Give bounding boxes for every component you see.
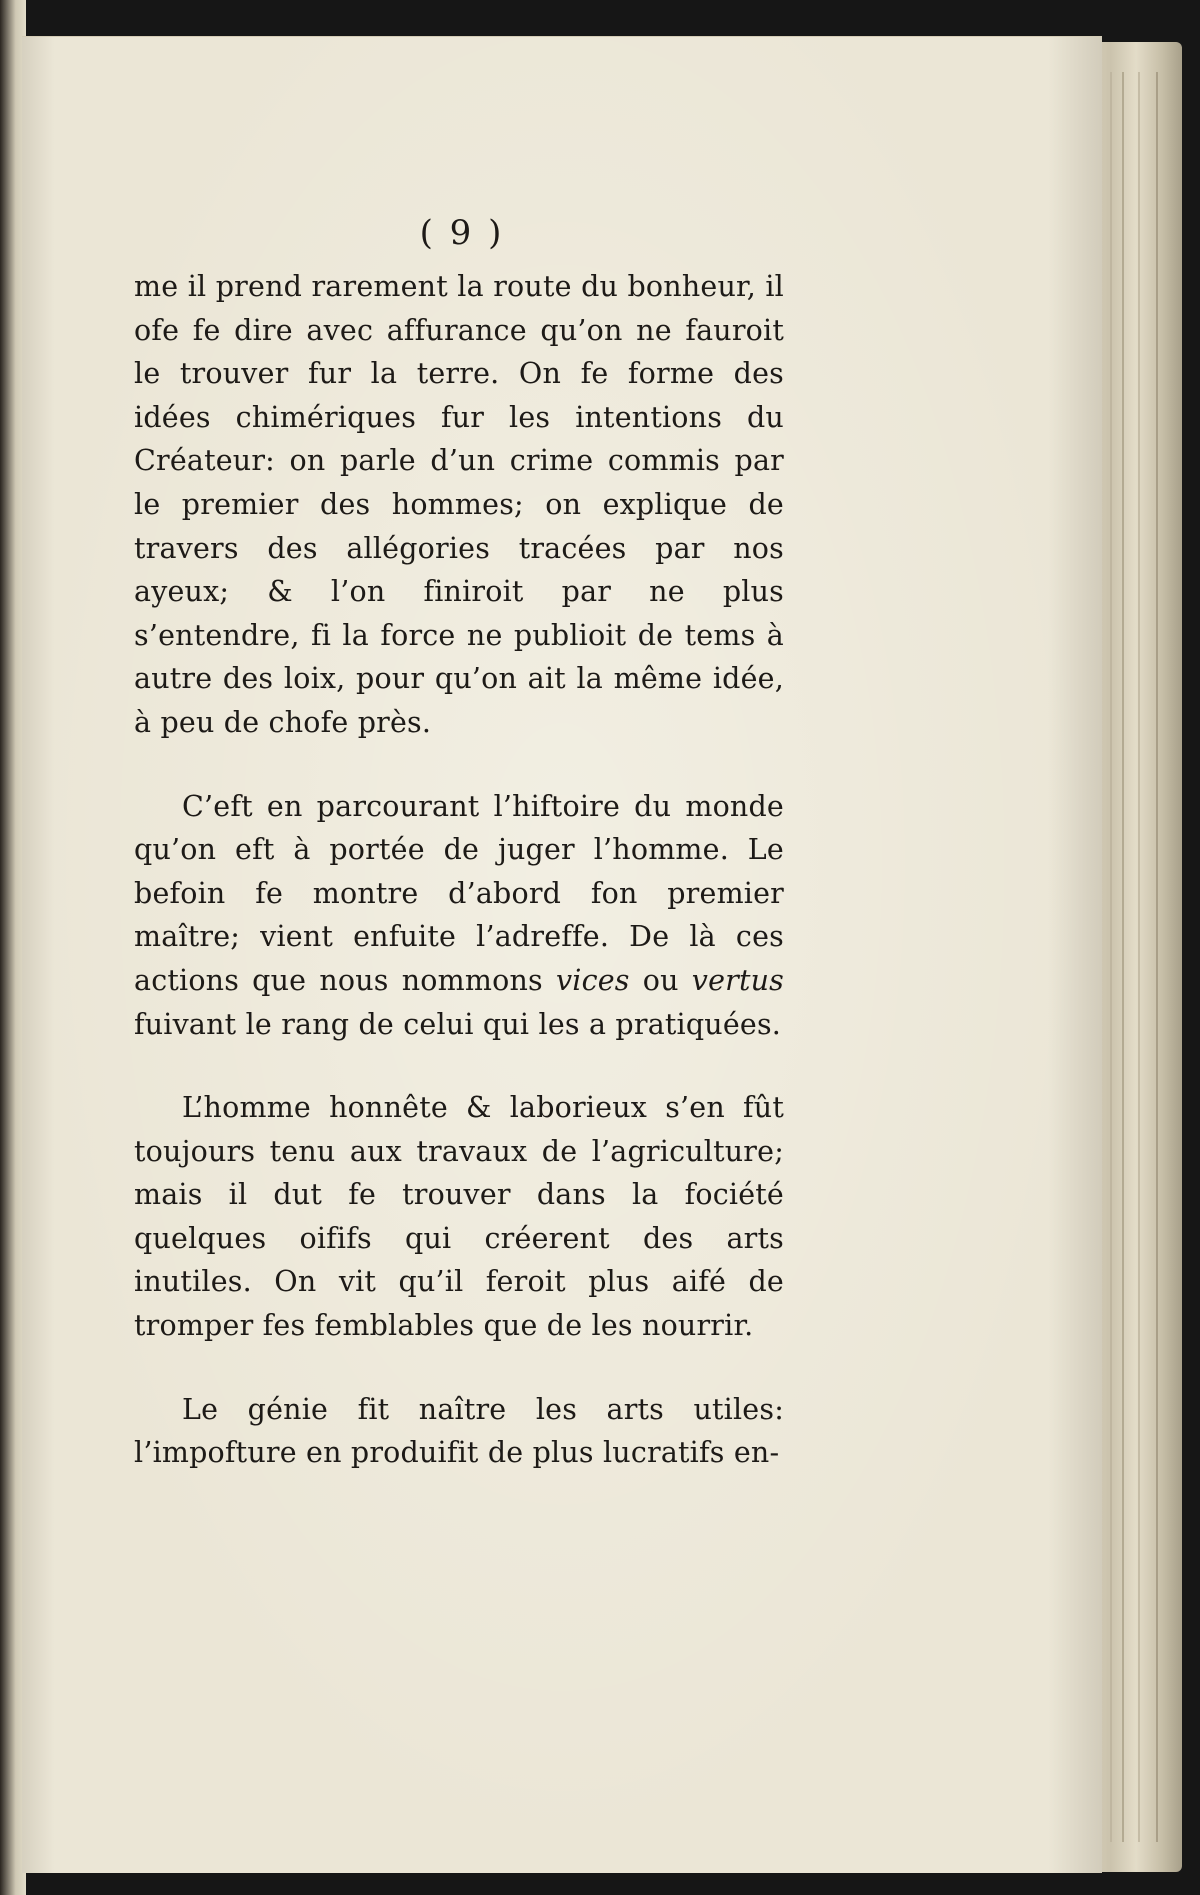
paragraph-2-text-after: fuivant le rang de celui qui les a pratiquées. xyxy=(134,1007,782,1041)
page-text-block xyxy=(134,213,784,1475)
paragraph-2-italic-vices: vices xyxy=(555,963,630,997)
paragraph-2 xyxy=(134,785,784,1047)
page-number: ( 9 ) xyxy=(419,213,505,253)
book-page xyxy=(22,36,1102,1873)
paragraph-4: Le génie fit naître les arts utiles: l’impofture en produifit de plus lucratifs en- xyxy=(134,1392,784,1470)
paragraph-2-text-before: C’eft en parcourant l’hiftoire du monde qu’on eft à portée de juger l’homme. Le befoin fe montre d’abord fon premier maître; vient enfuite l’adreffe. De là ces actions que nous nommons xyxy=(134,789,784,997)
paragraph-2-italic-vertus: vertus xyxy=(691,963,785,997)
paragraph-1: me il prend rarement la route du bonheur, il ofe fe dire avec affurance qu’on ne fauroit le trouver fur la terre. On fe forme des idées chimériques fur les intentions du Créateur: on parle d’un crime commis par le premier des hommes; on explique de travers des allégories tracées par nos ayeux; & l’on finiroit par ne plus s’entendre, fi la force ne publioit de tems à autre des loix, pour qu’on ait la même idée, à peu de chofe près. xyxy=(134,270,784,739)
paragraph-3: L’homme honnête & laborieux s’en fût toujours tenu aux travaux de l’agriculture; mais il dut fe trouver dans la fociété quelques oififs qui créerent des arts inutiles. On vit qu’il feroit plus aifé de tromper fes femblables que de les nourrir. xyxy=(134,1091,784,1343)
paragraph-2-text-middle: ou xyxy=(629,963,692,997)
